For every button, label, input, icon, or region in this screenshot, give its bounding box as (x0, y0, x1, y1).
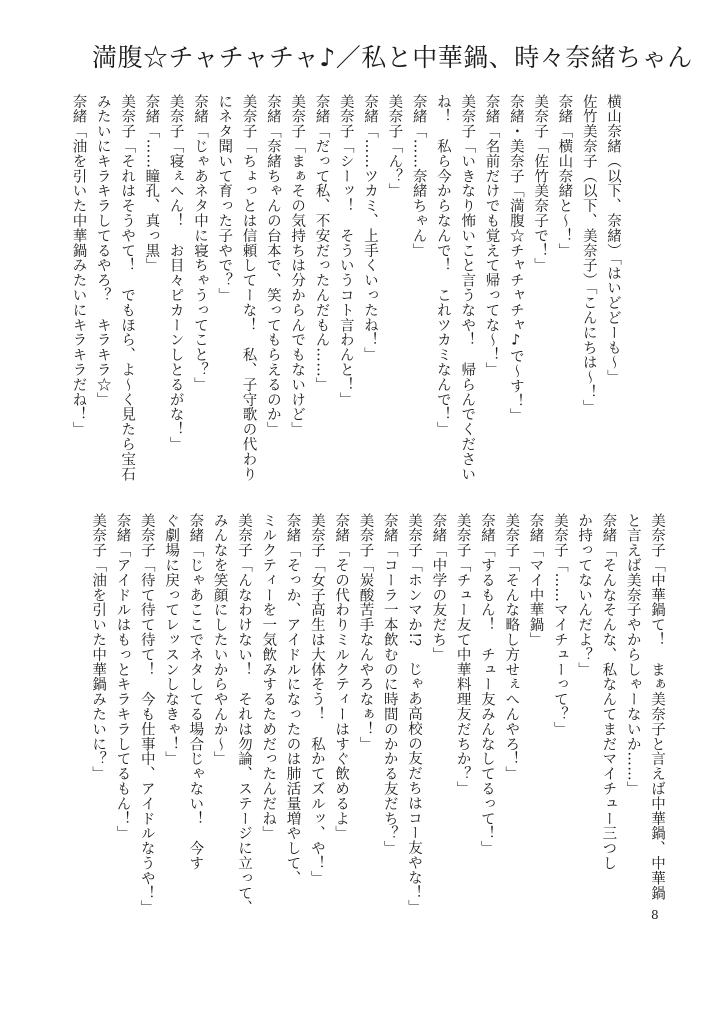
dialogue-line: 美奈子「油を引いた中華鍋みたいに？」 (90, 513, 107, 782)
dialogue-line: と言えば美奈子やからしゃーないか……」 (624, 513, 641, 797)
dialogue-line: 奈緒「マイ中華鍋」 (527, 513, 544, 648)
dialogue-line: 奈緒「コーラ一本飲むのに時間のかかる友だち？」 (381, 513, 398, 856)
page-title: 満腹☆チャチャチャ♪／私と中華鍋、時々奈緒ちゃん (92, 43, 693, 72)
dialogue-line: 美奈子「女子高生は大体そう！ 私かてズルッ、や！」 (308, 513, 325, 886)
dialogue-line: 奈緒「名前だけでも覚えて帰ってな～！」 (483, 94, 500, 378)
dialogue-line: 美奈子「ん？」 (386, 94, 403, 199)
dialogue-line: 奈緒「アイドルはもっとキラキラしてるもん！」 (114, 513, 131, 841)
dialogue-line: 美奈子「炭酸苦手なんやろなぁ！」 (357, 513, 374, 752)
dialogue-line: にネタ聞いて育った子やで？」 (216, 94, 233, 303)
dialogue-line: 奈緒「奈緒ちゃんの台本で、笑ってもらえるのか」 (264, 94, 281, 437)
dialogue-block-upper (70, 94, 625, 482)
dialogue-line: 佐竹美奈子（以下、美奈子）「こんにちは～！」 (580, 94, 597, 415)
dialogue-line: ミルクティーを一気飲みするためだったんだね」 (260, 513, 277, 841)
dialogue-line: 美奈子「まぁその気持ちは分からんでもないけど」 (289, 94, 306, 437)
dialogue-line: 美奈子「ホンマか!? じゃあ高校の友だちはコー友やな！」 (406, 513, 423, 915)
dialogue-line: 美奈子「ちょっとは信頼してーな！ 私、子守歌の代わり (240, 94, 257, 482)
dialogue-line: 奈緒「中学の友だち」 (430, 513, 447, 662)
dialogue-line: 美奈子「寝ぇへん！ お目々ピカーンしとるがな！」 (167, 94, 184, 452)
dialogue-line: 奈緒「その代わりミルクティーはすぐ飲めるよ」 (333, 513, 350, 841)
dialogue-line: 奈緒「油を引いた中華鍋みたいにキラキラだね！」 (70, 94, 87, 437)
dialogue-line: 奈緒「……奈緒ちゃん」 (410, 94, 427, 258)
dialogue-line: 奈緒「横山奈緒と～！」 (556, 94, 573, 258)
dialogue-line: 美奈子「佐竹美奈子で！」 (532, 94, 549, 273)
dialogue-line: 美奈子「チュー友て中華料理友だちか？」 (454, 513, 471, 797)
dialogue-block-lower (90, 513, 669, 916)
dialogue-line: 美奈子「シーッ！ そういうコト言わんと！」 (337, 94, 354, 407)
dialogue-line: 奈緒「……瞳孔、真っ黒」 (143, 94, 160, 273)
dialogue-line: ぐ劇場に戻ってレッスンしなきゃ！」 (163, 513, 180, 767)
dialogue-line: 美奈子「それはそうやて！ でもほら、よ～く見たら宝石 (119, 94, 136, 482)
dialogue-line: 奈緒「そっか、アイドルになったのは肺活量増やして、 (284, 513, 301, 886)
dialogue-line: 奈緒「じゃあここでネタしてる場合じゃない！ 今す (187, 513, 204, 871)
dialogue-line: 美奈子「待て待て待て！ 今も仕事中、アイドルなうや！」 (138, 513, 155, 916)
dialogue-line: みんなを笑顔にしたいからやんか～」 (211, 513, 228, 767)
dialogue-line: 横山奈緒（以下、奈緒）「はいどどーも～」 (605, 94, 621, 385)
dialogue-line: 奈緒「だって私、不安だったんだもん……」 (313, 94, 330, 392)
page-number: 8 (651, 908, 659, 922)
dialogue-line: 美奈子「んなわけない！ それは勿論、ステージに立って、 (235, 513, 252, 916)
dialogue-line: 奈緒「じゃあネタ中に寝ちゃうってこと？」 (191, 94, 208, 392)
dialogue-line: 奈緒「そんなそんな、私なんてまだマイチュー三つし (600, 513, 617, 871)
dialogue-line: か持ってないんだよ？」 (576, 513, 593, 677)
dialogue-line: 美奈子「中華鍋て！ まぁ美奈子と言えば中華鍋、中華鍋 (649, 513, 665, 901)
dialogue-line: 奈緒「するもん！ チュー友みんなしてるって！」 (478, 513, 495, 856)
dialogue-line: 奈緒・美奈子「満腹☆チャチャチャ♪で～す！」 (507, 94, 524, 424)
dialogue-line: 美奈子「……マイチューって？」 (551, 513, 568, 737)
dialogue-line: 美奈子「いきなり怖いこと言うなや！ 帰らんでください (459, 94, 476, 482)
dialogue-line: ね！ 私ら今からなんで！ これツカミなんで！」 (434, 94, 451, 437)
dialogue-line: 美奈子「そんな略し方せぇへんやろ！」 (503, 513, 520, 782)
dialogue-line: みたいにキラキラしてるやろ？ キラキラ☆」 (94, 94, 111, 407)
dialogue-line: 奈緒「……ツカミ、上手くいったね！」 (362, 94, 379, 363)
